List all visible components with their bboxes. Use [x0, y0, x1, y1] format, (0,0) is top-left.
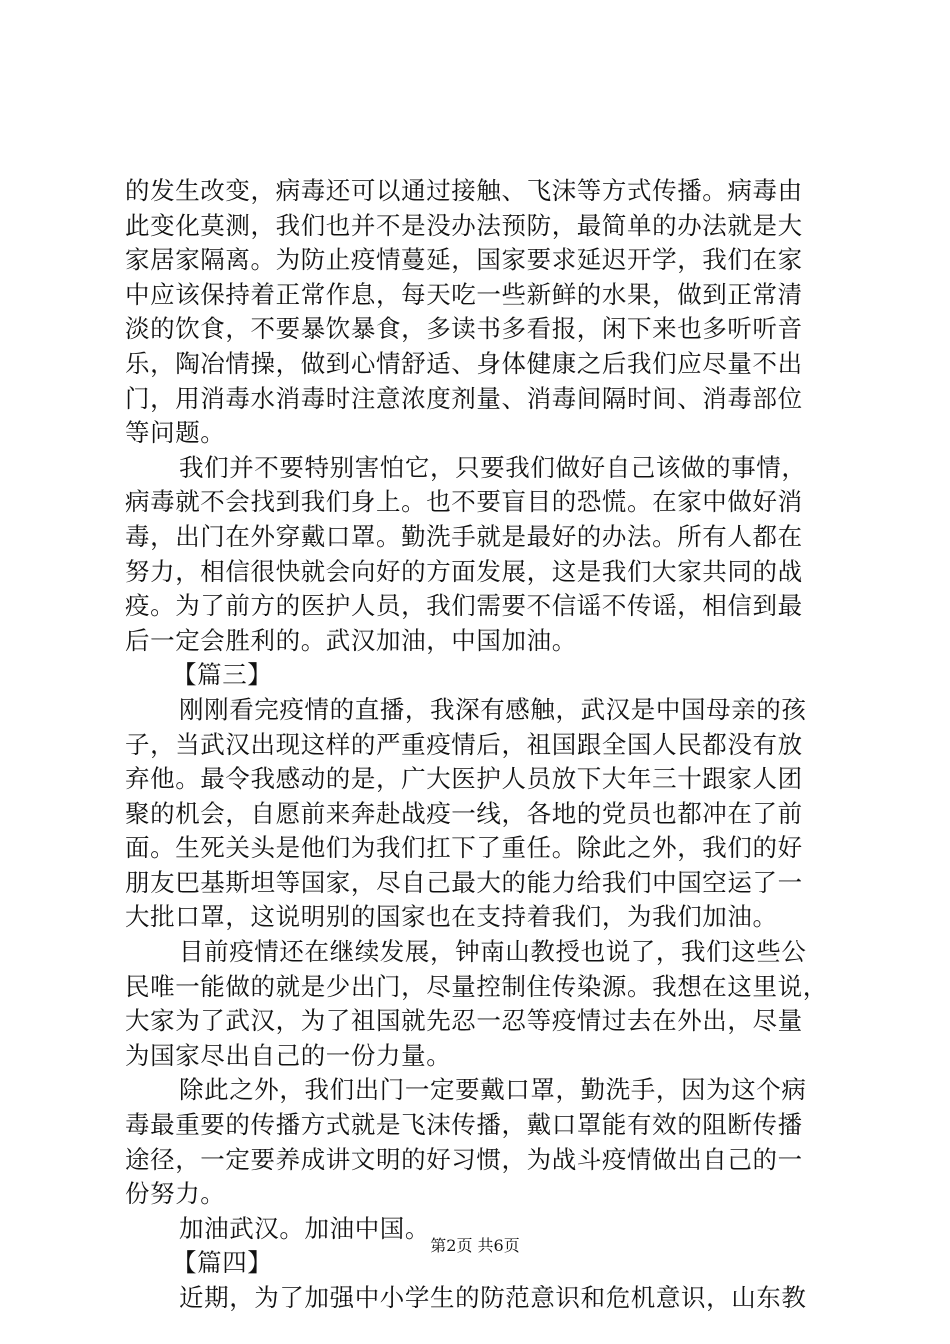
text-line: 刚刚看完疫情的直播，我深有感触，武汉是中国母亲的孩	[179, 694, 807, 724]
text-line: 弃他。最令我感动的是，广大医护人员放下大年三十跟家人团	[125, 764, 803, 794]
text-line: 近期，为了加强中小学生的防范意识和危机意识，山东教	[179, 1283, 807, 1312]
text-line: 毒，出门在外穿戴口罩。勤洗手就是最好的办法。所有人都在	[125, 521, 803, 551]
text-line: 后一定会胜利的。武汉加油，中国加油。	[125, 625, 577, 655]
text-line: 家居家隔离。为防止疫情蔓延，国家要求延迟开学，我们在家	[125, 245, 803, 275]
text-line: 努力，相信很快就会向好的方面发展，这是我们大家共同的战	[125, 556, 803, 586]
text-line: 加油武汉。加油中国。	[179, 1213, 430, 1243]
text-line: 疫。为了前方的医护人员，我们需要不信谣不传谣，相信到最	[125, 591, 803, 621]
text-line: 乐，陶冶情操，做到心情舒适、身体健康之后我们应尽量不出	[125, 348, 803, 378]
text-line: 途径，一定要养成讲文明的好习惯，为战斗疫情做出自己的一	[125, 1144, 803, 1174]
text-line: 的发生改变，病毒还可以通过接触、飞沫等方式传播。病毒由	[125, 176, 803, 205]
text-line: 毒最重要的传播方式就是飞沫传播，戴口罩能有效的阻断传播	[125, 1110, 803, 1140]
document-body	[125, 174, 833, 1316]
text-line: 中应该保持着正常作息，每天吃一些新鲜的水果，做到正常清	[125, 279, 803, 309]
text-line: 除此之外，我们出门一定要戴口罩，勤洗手，因为这个病	[179, 1075, 807, 1105]
section-heading: 【篇三】	[172, 660, 273, 690]
text-line: 民唯一能做的就是少出门，尽量控制住传染源。我想在这里说，	[125, 971, 828, 1001]
text-line: 我们并不要特别害怕它，只要我们做好自己该做的事情，	[179, 452, 807, 482]
text-line: 面。生死关头是他们为我们扛下了重任。除此之外，我们的好	[125, 833, 803, 863]
text-line: 朋友巴基斯坦等国家，尽自己最大的能力给我们中国空运了一	[125, 867, 803, 897]
text-line: 份努力。	[125, 1179, 226, 1209]
text-line: 淡的饮食，不要暴饮暴食，多读书多看报，闲下来也多听听音	[125, 314, 803, 344]
text-line: 子，当武汉出现这样的严重疫情后，祖国跟全国人民都没有放	[125, 729, 803, 759]
text-line: 为国家尽出自己的一份力量。	[125, 1040, 452, 1070]
text-line: 等问题。	[125, 418, 226, 448]
text-line: 聚的机会，自愿前来奔赴战疫一线，各地的党员也都冲在了前	[125, 798, 803, 828]
section-heading: 【篇四】	[172, 1248, 273, 1278]
text-line: 病毒就不会找到我们身上。也不要盲目的恐慌。在家中做好消	[125, 487, 803, 517]
page-footer: 第2页 共6页	[430, 1236, 520, 1255]
text-line: 门，用消毒水消毒时注意浓度剂量、消毒间隔时间、消毒部位	[125, 383, 803, 413]
text-line: 大批口罩，这说明别的国家也在支持着我们，为我们加油。	[125, 902, 778, 932]
text-line: 目前疫情还在继续发展，钟南山教授也说了，我们这些公	[179, 937, 807, 967]
text-line: 大家为了武汉，为了祖国就先忍一忍等疫情过去在外出，尽量	[125, 1006, 803, 1036]
text-line: 此变化莫测，我们也并不是没办法预防，最简单的办法就是大	[125, 210, 803, 240]
